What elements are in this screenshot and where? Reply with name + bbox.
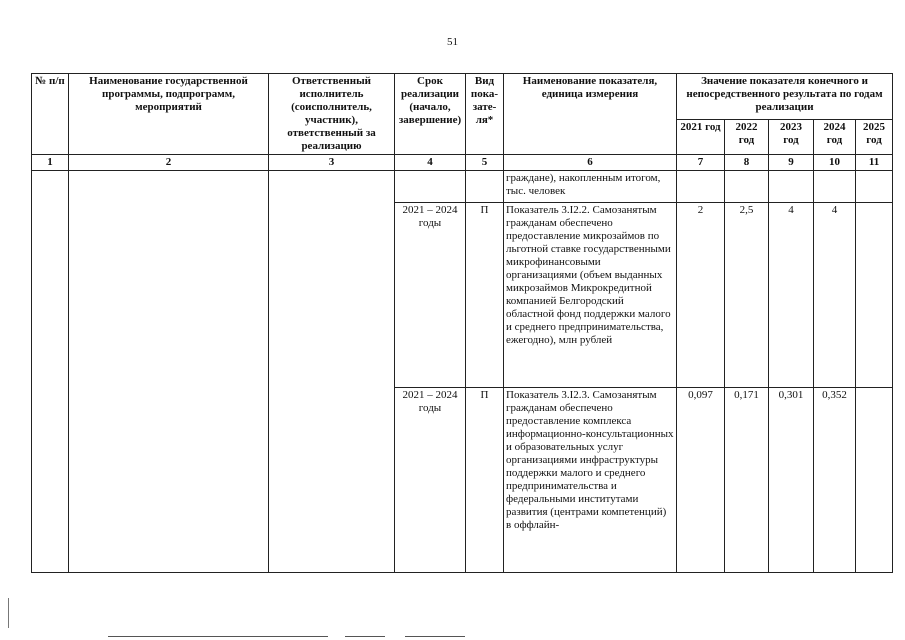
header-year-2025: 2025 год bbox=[856, 119, 893, 154]
header-responsible: Ответственный исполнитель (соисполнитель, участник), ответственный за реализацию bbox=[269, 74, 395, 155]
indicator-name-cell: Показатель 3.I2.3. Самозанятым гражданам обеспечено предоставление комплекса информационно-консультационных и образовательных услуг организациями инфраструктуры поддержки малого и среднего предпринимательства и федеральными институтами развития (центрами компетенций) в оффлайн- bbox=[504, 388, 677, 573]
value-2024-cell: 4 bbox=[814, 203, 856, 388]
value-2024-cell: 0,352 bbox=[814, 388, 856, 573]
column-number: 1 bbox=[32, 155, 69, 171]
indicator-type-cell bbox=[466, 171, 504, 203]
header-year-2024: 2024 год bbox=[814, 119, 856, 154]
value-2023-cell: 4 bbox=[769, 203, 814, 388]
column-number: 4 bbox=[395, 155, 466, 171]
header-number: № п/п bbox=[32, 74, 69, 155]
value-2022-cell bbox=[725, 171, 769, 203]
indicator-type-cell: П bbox=[466, 203, 504, 388]
period-cell: 2021 – 2024 годы bbox=[395, 203, 466, 388]
page-number: 51 bbox=[447, 36, 458, 48]
value-2025-cell bbox=[856, 203, 893, 388]
indicator-name-cell: Показатель 3.I2.2. Самозанятым гражданам обеспечено предоставление микрозаймов по льготной ставке государственными микрофинансовыми организациями (объем выданных микрозаймов Микрокредитной компанией Белгородский областной фонд поддержки малого и среднего предпринимательства, ежегодно), млн рублей bbox=[504, 203, 677, 388]
header-program-name: Наименование государственной программы, подпрограмм, мероприятий bbox=[69, 74, 269, 155]
value-2025-cell bbox=[856, 388, 893, 573]
program-cell bbox=[69, 171, 269, 573]
table-row bbox=[32, 171, 893, 203]
header-year-2022: 2022 год bbox=[725, 119, 769, 154]
period-cell bbox=[395, 171, 466, 203]
column-number: 11 bbox=[856, 155, 893, 171]
value-2021-cell bbox=[677, 171, 725, 203]
value-2023-cell: 0,301 bbox=[769, 388, 814, 573]
scan-artifact-mark bbox=[8, 598, 9, 628]
scan-artifact-line bbox=[345, 636, 385, 637]
header-year-2023: 2023 год bbox=[769, 119, 814, 154]
value-2024-cell bbox=[814, 171, 856, 203]
column-number: 3 bbox=[269, 155, 395, 171]
header-period: Срок реализации (начало, завершение) bbox=[395, 74, 466, 155]
column-number: 10 bbox=[814, 155, 856, 171]
column-number: 5 bbox=[466, 155, 504, 171]
header-indicator-type: Вид пока-зате-ля* bbox=[466, 74, 504, 155]
column-number: 9 bbox=[769, 155, 814, 171]
table-header-row bbox=[32, 74, 893, 120]
value-2022-cell: 2,5 bbox=[725, 203, 769, 388]
indicator-type-cell: П bbox=[466, 388, 504, 573]
column-numbers-row bbox=[32, 155, 893, 171]
header-values-group: Значение показателя конечного и непосредственного результата по годам реализации bbox=[677, 74, 893, 120]
value-2021-cell: 2 bbox=[677, 203, 725, 388]
value-2021-cell: 0,097 bbox=[677, 388, 725, 573]
value-2022-cell: 0,171 bbox=[725, 388, 769, 573]
indicator-name-cell: граждане), накопленным итогом, тыс. человек bbox=[504, 171, 677, 203]
header-indicator-name: Наименование показателя, единица измерения bbox=[504, 74, 677, 155]
header-year-2021: 2021 год bbox=[677, 119, 725, 154]
value-2025-cell bbox=[856, 171, 893, 203]
number-cell bbox=[32, 171, 69, 573]
period-cell: 2021 – 2024 годы bbox=[395, 388, 466, 573]
value-2023-cell bbox=[769, 171, 814, 203]
scan-artifact-line bbox=[405, 636, 465, 637]
column-number: 6 bbox=[504, 155, 677, 171]
indicators-table bbox=[31, 73, 893, 573]
responsible-cell bbox=[269, 171, 395, 573]
column-number: 7 bbox=[677, 155, 725, 171]
column-number: 2 bbox=[69, 155, 269, 171]
scan-artifact-line bbox=[108, 636, 328, 637]
column-number: 8 bbox=[725, 155, 769, 171]
